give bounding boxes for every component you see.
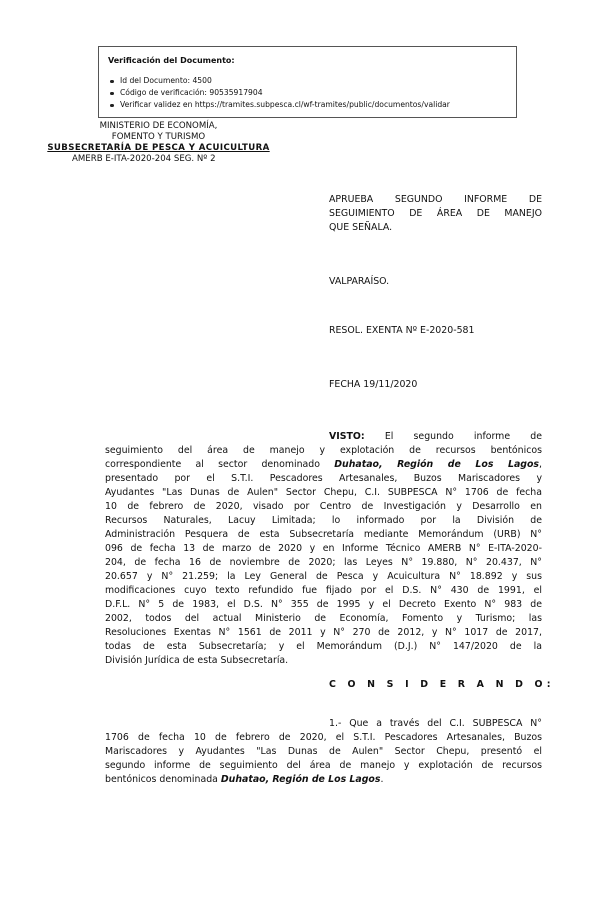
ministry-line-1: MINISTERIO DE ECONOMÍA, <box>99 121 218 131</box>
resolution-subject <box>329 193 542 235</box>
considerando-heading: C O N S I D E R A N D O: <box>329 679 555 690</box>
considerando-line: 1.- Que a través del C.I. SUBPESCA N° <box>329 718 542 729</box>
verification-list <box>108 75 450 111</box>
verification-url[interactable]: Verificar validez en https://tramites.subpesca.cl/wf-tramites/public/documentos/validar <box>108 99 450 111</box>
considerando-paragraph-1 <box>105 717 542 787</box>
considerando-line: 1706 de fecha 10 de febrero de 2020, el S.T.I. Pescadores Artesanales, Buzos <box>105 732 542 743</box>
subject-line: APRUEBA SEGUNDO INFORME DE <box>329 194 542 205</box>
visto-line: todas de esta Subsecretaría; y el Memorándum (D.J.) N° 147/2020 de la <box>105 641 542 652</box>
area-name: Duhatao, Región de Los Lagos <box>220 774 381 785</box>
verification-box <box>98 46 517 118</box>
visto-line: 10 de febrero de 2020, visado por Centro de Investigación y Desarrollo en <box>105 501 542 512</box>
considerando-line: Mariscadores y Ayudantes "Las Dunas de Aulen" Sector Chepu, presentó el <box>105 746 542 757</box>
visto-line: presentado por el S.T.I. Pescadores Artesanales, Buzos Mariscadores y <box>105 473 542 484</box>
visto-lead: VISTO: <box>329 431 365 442</box>
considerando-line: bentónicos denominada Duhatao, Región de Los Lagos. <box>105 774 384 785</box>
visto-line: Administración Pesquera de esta Subsecretaría mediante Memorándum (URB) N° <box>105 529 542 540</box>
considerando-line: segundo informe de seguimiento del área de manejo y explotación de recursos <box>105 760 542 771</box>
visto-line: 20.657 y N° 21.259; la Ley General de Pesca y Acuicultura N° 18.892 y sus <box>105 571 542 582</box>
visto-line: D.F.L. N° 5 de 1983, el D.S. N° 355 de 1995 y el Decreto Exento N° 983 de <box>105 599 542 610</box>
place: VALPARAÍSO. <box>329 276 390 287</box>
visto-line: Recursos Naturales, Lacuy Limitada; lo informado por la División de <box>105 515 542 526</box>
verification-doc-id: Id del Documento: 4500 <box>108 75 450 87</box>
visto-line: Ayudantes "Las Dunas de Aulen" Sector Chepu, C.I. SUBPESCA N° 1706 de fecha <box>105 487 542 498</box>
ministry-header <box>36 121 281 165</box>
subject-line: QUE SEÑALA. <box>329 222 393 233</box>
resolution-date: FECHA 19/11/2020 <box>329 379 418 390</box>
amerb-reference: AMERB E-ITA-2020-204 SEG. Nº 2 <box>72 154 216 164</box>
subsecretaria-title: SUBSECRETARÍA DE PESCA Y ACUICULTURA <box>47 143 270 153</box>
visto-line: 096 de fecha 13 de marzo de 2020 y en Informe Técnico AMERB N° E-ITA-2020- <box>105 543 542 554</box>
verification-title: Verificación del Documento: <box>108 56 235 65</box>
area-name: Duhatao, Región de Los Lagos <box>334 459 539 470</box>
visto-line: correspondiente al sector denominado Duhatao, Región de Los Lagos, <box>105 459 542 470</box>
visto-paragraph <box>105 430 542 668</box>
verification-code: Código de verificación: 90535917904 <box>108 87 450 99</box>
visto-line: seguimiento del área de manejo y explotación de recursos bentónicos <box>105 445 542 456</box>
visto-line: División Jurídica de esta Subsecretaría. <box>105 655 289 666</box>
visto-line: VISTO: El segundo informe de <box>329 431 542 442</box>
visto-line: modificaciones cuyo texto refundido fue fijado por el D.S. N° 430 de 1991, el <box>105 585 542 596</box>
ministry-line-2: FOMENTO Y TURISMO <box>111 132 206 142</box>
visto-line: 204, de fecha 16 de noviembre de 2020; las Leyes N° 19.880, N° 20.437, N° <box>105 557 542 568</box>
visto-line: Resoluciones Exentas N° 1561 de 2011 y N° 270 de 2012, y N° 1017 de 2017, <box>105 627 542 638</box>
visto-line: 2002, todos del actual Ministerio de Economía, Fomento y Turismo; las <box>105 613 542 624</box>
resolution-number: RESOL. EXENTA Nº E-2020-581 <box>329 325 475 336</box>
subject-line: SEGUIMIENTO DE ÁREA DE MANEJO <box>329 208 542 219</box>
